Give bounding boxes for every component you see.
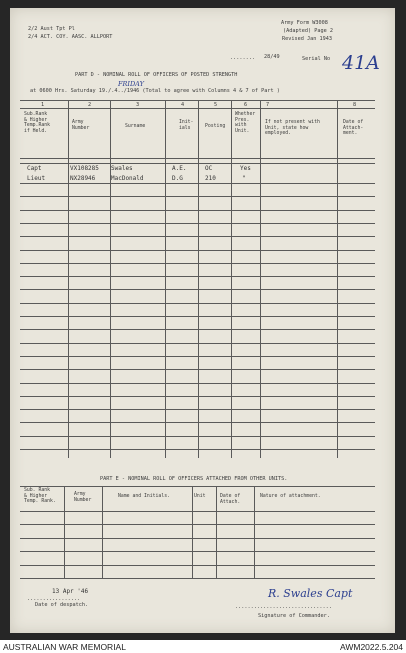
col-rule — [110, 100, 111, 458]
row-1-present: Yes — [240, 165, 251, 172]
rule — [20, 422, 375, 423]
col-number-8: 8 — [353, 102, 357, 108]
col-number-3: 3 — [136, 102, 140, 108]
rule — [20, 316, 375, 317]
rule — [20, 409, 375, 410]
e-header-army-number: Army Number — [74, 492, 92, 503]
rule — [20, 436, 375, 437]
col-header-attachment-date: Date of Attach- ment. — [343, 120, 364, 137]
col-header-present: Whether Pres. with Unit. — [235, 112, 256, 134]
signature-dots: ............................... — [235, 604, 332, 610]
rule — [20, 223, 375, 224]
row-2-posting: 210 — [205, 175, 216, 182]
e-header-unit: Unit — [194, 494, 206, 499]
rule — [20, 396, 375, 397]
document-page — [10, 8, 395, 633]
caption-bar — [0, 640, 406, 653]
row-2-rank: Lieut — [27, 175, 46, 182]
form-adapted: (Adapted) Page 2 — [283, 28, 333, 34]
row-2-surname: MacDonald — [111, 175, 144, 182]
e-header-nature: Nature of attachment. — [260, 494, 321, 499]
rule — [20, 486, 375, 487]
col-header-employment: If not present with Unit, state how employed. — [265, 120, 320, 137]
row-2-army-number: NX28946 — [70, 175, 96, 182]
col-number-1: 1 — [41, 102, 45, 108]
rule — [20, 511, 375, 512]
form-revised: Revised Jan 1943 — [282, 36, 332, 42]
part-e-title: PART E - NOMINAL ROLL OF OFFICERS ATTACHED FROM OTHER UNITS. — [100, 476, 288, 482]
col-number-4: 4 — [181, 102, 185, 108]
serial-dots: ........ — [230, 55, 255, 61]
col-rule — [260, 100, 261, 458]
part-d-title: PART D - NOMINAL ROLL OF OFFICERS OF POSTED STRENGTH — [75, 72, 238, 78]
col-rule — [68, 100, 69, 458]
rule — [20, 565, 375, 566]
col-number-6: 6 — [244, 102, 248, 108]
rule — [20, 578, 375, 579]
rule — [20, 538, 375, 539]
annotation-41a: 41A — [342, 52, 380, 74]
row-2-present: " — [242, 175, 246, 182]
despatch-label: Date of despatch. — [35, 602, 89, 608]
col-number-5: 5 — [214, 102, 218, 108]
col-number-2: 2 — [88, 102, 92, 108]
rule — [20, 196, 375, 197]
col-rule — [337, 100, 338, 458]
row-1-posting: OC — [205, 165, 213, 172]
col-header-posting: Posting — [205, 124, 226, 129]
row-2-initials: D.G — [172, 175, 183, 182]
signature-handwritten: R. Swales Capt — [268, 587, 353, 600]
col-header-surname: Surname — [125, 124, 146, 129]
rule — [20, 356, 375, 357]
caption-accession-number: AWM2022.5.204 — [340, 642, 403, 652]
form-number: Army Form W3008 — [281, 20, 328, 26]
rule — [20, 183, 375, 184]
col-header-initials: Init- ials — [179, 120, 194, 131]
caption-institution: AUSTRALIAN WAR MEMORIAL — [3, 642, 126, 652]
rule — [20, 276, 375, 277]
row-1-surname: Swales — [111, 165, 133, 172]
rule — [20, 210, 375, 211]
rule — [20, 551, 375, 552]
signature-label: Signature of Commander. — [258, 613, 330, 619]
col-rule — [198, 100, 199, 458]
row-1-rank: Capt — [27, 165, 42, 172]
row-1-army-number: VX108285 — [70, 165, 99, 172]
col-header-army-number: Army Number — [72, 120, 90, 131]
unit-line-1: 2/2 Aust Tpt Pl — [28, 26, 75, 32]
despatch-dots: ................. — [27, 596, 81, 602]
part-d-date-line: at 0600 Hrs. Saturday 19./.4../1946 (Total to agree with Columns 4 & 7 of Part ) — [30, 88, 280, 94]
rule — [20, 369, 375, 370]
serial-value: 28/49 — [264, 54, 280, 60]
rule — [20, 343, 375, 344]
col-header-rank: Sub.Rank & Higher Temp.Rank if Held. — [24, 112, 50, 134]
rule — [20, 303, 375, 304]
day-handwritten: FRIDAY — [118, 80, 144, 88]
rule — [20, 263, 375, 264]
rule — [20, 524, 375, 525]
rule — [20, 236, 375, 237]
rule — [20, 289, 375, 290]
col-number-7: 7 — [266, 102, 270, 108]
rule — [20, 449, 375, 450]
despatch-date: 13 Apr '46 — [52, 588, 89, 595]
unit-line-2: 2/4 ACT. COY. AASC. ALLPORT — [28, 34, 113, 40]
serial-label: Serial No — [302, 56, 331, 62]
rule — [20, 383, 375, 384]
row-1-initials: A.E. — [172, 165, 187, 172]
col-rule — [165, 100, 166, 458]
rule — [20, 329, 375, 330]
rule — [20, 250, 375, 251]
col-rule — [231, 100, 232, 458]
e-header-name: Name and Initials. — [118, 494, 170, 499]
e-header-rank: Sub. Rank & Higher Temp. Rank. — [24, 488, 56, 505]
e-header-attach-date: Date of Attach. — [220, 494, 241, 505]
